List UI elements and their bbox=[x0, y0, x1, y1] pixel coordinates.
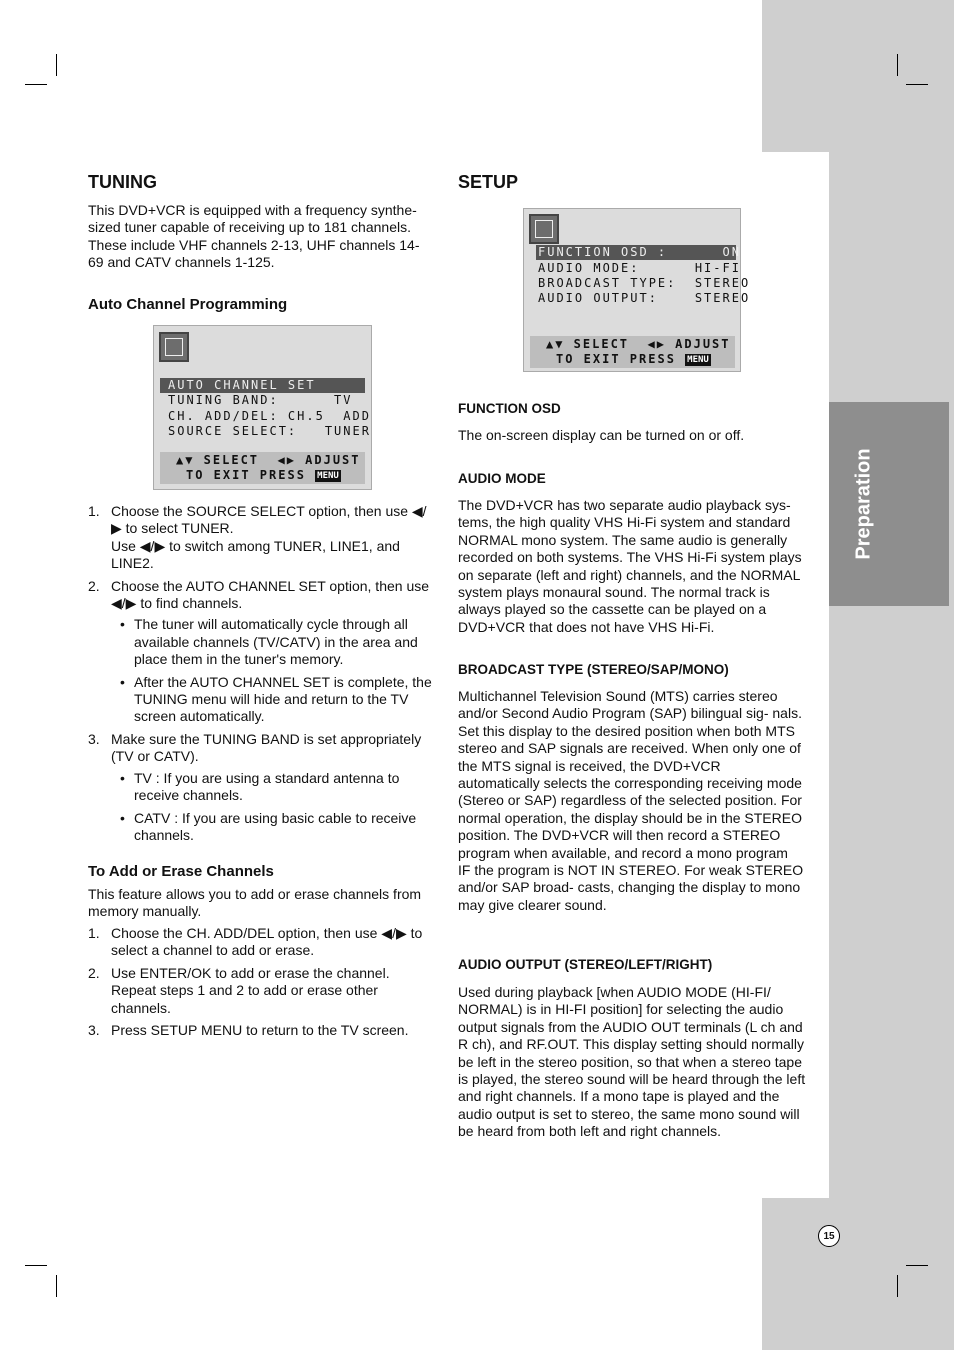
function-osd-heading: FUNCTION OSD bbox=[458, 401, 561, 416]
list-item bbox=[88, 925, 434, 960]
crop-mark bbox=[897, 54, 898, 76]
osd-row: TUNING BAND: TV bbox=[168, 393, 353, 407]
osd-exit-text: TO EXIT PRESS bbox=[556, 352, 676, 366]
step-text: Choose the CH. ADD/DEL option, then use ◀/▶ to select a channel to add or erase. bbox=[111, 925, 423, 959]
list-item bbox=[88, 965, 434, 1017]
step-number: 2. bbox=[88, 964, 100, 981]
step-number: 1. bbox=[88, 925, 100, 941]
step-number: 3. bbox=[88, 1022, 100, 1039]
broadcast-type-heading: BROADCAST TYPE (STEREO/SAP/MONO) bbox=[458, 662, 729, 677]
page-number: 15 bbox=[818, 1225, 840, 1247]
add-erase-intro: This feature allows you to add or erase channels from memory manually. bbox=[88, 886, 422, 920]
crop-mark bbox=[25, 84, 47, 85]
margin-band-bottom bbox=[762, 1198, 954, 1350]
setup-menu-icon bbox=[529, 214, 559, 244]
crop-mark bbox=[25, 1265, 47, 1266]
osd-row: AUDIO OUTPUT: STEREO bbox=[538, 291, 751, 305]
step-text: Make sure the TUNING BAND is set appropriately (TV or CATV). bbox=[111, 730, 422, 765]
menu-key-icon: MENU bbox=[687, 355, 709, 365]
broadcast-type-text: Multichannel Television Sound (MTS) carries stereo and/or Second Audio Program (SAP) bilingual sig- nals. Set this display to the desired position when both MTS stereo and SAP signals are received. When only one of the MTS signal is received, the DVD+VCR automatically selects the corresponding receiving mode (Stereo or SAP) regardless of the selected position. For normal operation, the display should be in the STEREO position. The DVD+VCR will then record a STEREO program when available, and record a mono program IF the program is NOT IN STEREO. For weak STEREO and/or SAP broad- casts, changing the display to mono may give clearer sound. bbox=[458, 688, 804, 913]
crop-mark bbox=[897, 1275, 898, 1297]
step-text: Use ENTER/OK to add or erase the channel. Repeat steps 1 and 2 to add or erase other channels. bbox=[111, 964, 390, 1016]
list-item bbox=[88, 1022, 434, 1039]
audio-output-heading: AUDIO OUTPUT (STEREO/LEFT/RIGHT) bbox=[458, 957, 713, 972]
crop-mark bbox=[906, 84, 928, 85]
auto-channel-steps bbox=[88, 503, 434, 849]
osd-row: SOURCE SELECT: TUNER bbox=[168, 424, 371, 438]
osd-footer bbox=[160, 452, 365, 484]
crop-mark bbox=[56, 54, 57, 76]
step-number: 3. bbox=[88, 730, 100, 747]
auto-channel-osd bbox=[153, 325, 372, 490]
list-item bbox=[88, 503, 434, 573]
osd-footer-line: ▲▼ SELECT ◀▶ ADJUST bbox=[546, 337, 731, 351]
osd-row: BROADCAST TYPE: STEREO bbox=[538, 276, 751, 290]
add-erase-steps bbox=[88, 925, 434, 1044]
osd-footer-line bbox=[186, 468, 341, 483]
step-text: Use ◀/▶ to switch among TUNER, LINE1, and LINE2. bbox=[111, 537, 400, 572]
margin-band-mid bbox=[829, 152, 954, 1198]
list-item bbox=[88, 578, 434, 726]
osd-exit-text: TO EXIT PRESS bbox=[186, 468, 306, 482]
bullet-item: • After the AUTO CHANNEL SET is complete, the TUNING menu will hide and return to the TV screen automatically. bbox=[111, 674, 434, 726]
bullet-list bbox=[111, 770, 434, 845]
tuning-heading: TUNING bbox=[88, 172, 157, 192]
osd-footer-line bbox=[556, 352, 711, 367]
osd-row: FUNCTION OSD : ON bbox=[538, 245, 741, 259]
step-number: 1. bbox=[88, 503, 100, 519]
margin-band-top bbox=[762, 0, 954, 152]
antenna-icon bbox=[159, 332, 189, 362]
bullet-item: • The tuner will automatically cycle through all available channels (TV/CATV) in the area and place them in the tuner's memory. bbox=[111, 616, 434, 668]
osd-footer bbox=[530, 336, 735, 368]
step-text: Choose the SOURCE SELECT option, then use ◀/▶ to select TUNER. bbox=[111, 503, 427, 537]
bullet-list bbox=[111, 616, 434, 725]
audio-mode-heading: AUDIO MODE bbox=[458, 471, 546, 486]
bullet-item: • CATV : If you are using basic cable to receive channels. bbox=[111, 810, 434, 845]
add-erase-heading: To Add or Erase Channels bbox=[88, 863, 274, 880]
section-tab-label: Preparation bbox=[852, 448, 875, 560]
list-item bbox=[88, 731, 434, 844]
bullet-item: • TV : If you are using a standard antenna to receive channels. bbox=[111, 770, 434, 805]
setup-osd bbox=[523, 208, 751, 372]
crop-mark bbox=[56, 1275, 57, 1297]
audio-output-text: Used during playback [when AUDIO MODE (HI-FI/ NORMAL) is in HI-FI position] for selecting the audio output signals from the AUDIO OUT terminals (L ch and R ch), and RF.OUT. This display setting should normally be left in the stereo position, so that when a stereo tape is played, the stereo sound will be heard through the left and right channels. If a mono tape is played and the audio output is set to stereo, the same mono sound will be heard from both left and right channels. bbox=[458, 984, 806, 1140]
setup-heading: SETUP bbox=[458, 172, 519, 192]
menu-key-icon: MENU bbox=[317, 471, 339, 481]
osd-row: AUTO CHANNEL SET bbox=[160, 378, 365, 393]
step-text: Choose the AUTO CHANNEL SET option, then use ◀/▶ to find channels. bbox=[111, 577, 430, 612]
step-number: 2. bbox=[88, 577, 100, 594]
osd-footer-line: ▲▼ SELECT ◀▶ ADJUST bbox=[176, 453, 361, 467]
osd-row: AUDIO MODE: HI-FI bbox=[538, 261, 741, 275]
audio-mode-text: The DVD+VCR has two separate audio playback sys- tems, the high quality VHS Hi-Fi system and standard NORMAL mono system. The same audio is generally recorded on both systems. The VHS Hi-Fi system plays on separate (left and right) channels, and the NORMAL system plays monaural sound. The normal track is always played so the cassette can be played on a DVD+VCR that does not have VHS Hi-Fi. bbox=[458, 497, 802, 635]
function-osd-text: The on-screen display can be turned on or off. bbox=[458, 427, 745, 443]
tuning-intro: This DVD+VCR is equipped with a frequency synthe- sized tuner capable of receiving up to 181 channels. These include VHF channels 2-13, UHF channels 14-69 and CATV channels 1-125. bbox=[88, 202, 420, 271]
auto-channel-heading: Auto Channel Programming bbox=[88, 296, 288, 313]
step-text: Press SETUP MENU to return to the TV screen. bbox=[111, 1022, 409, 1039]
crop-mark bbox=[906, 1265, 928, 1266]
section-tab bbox=[829, 402, 949, 606]
osd-row: CH. ADD/DEL: CH.5 ADD bbox=[168, 409, 371, 423]
